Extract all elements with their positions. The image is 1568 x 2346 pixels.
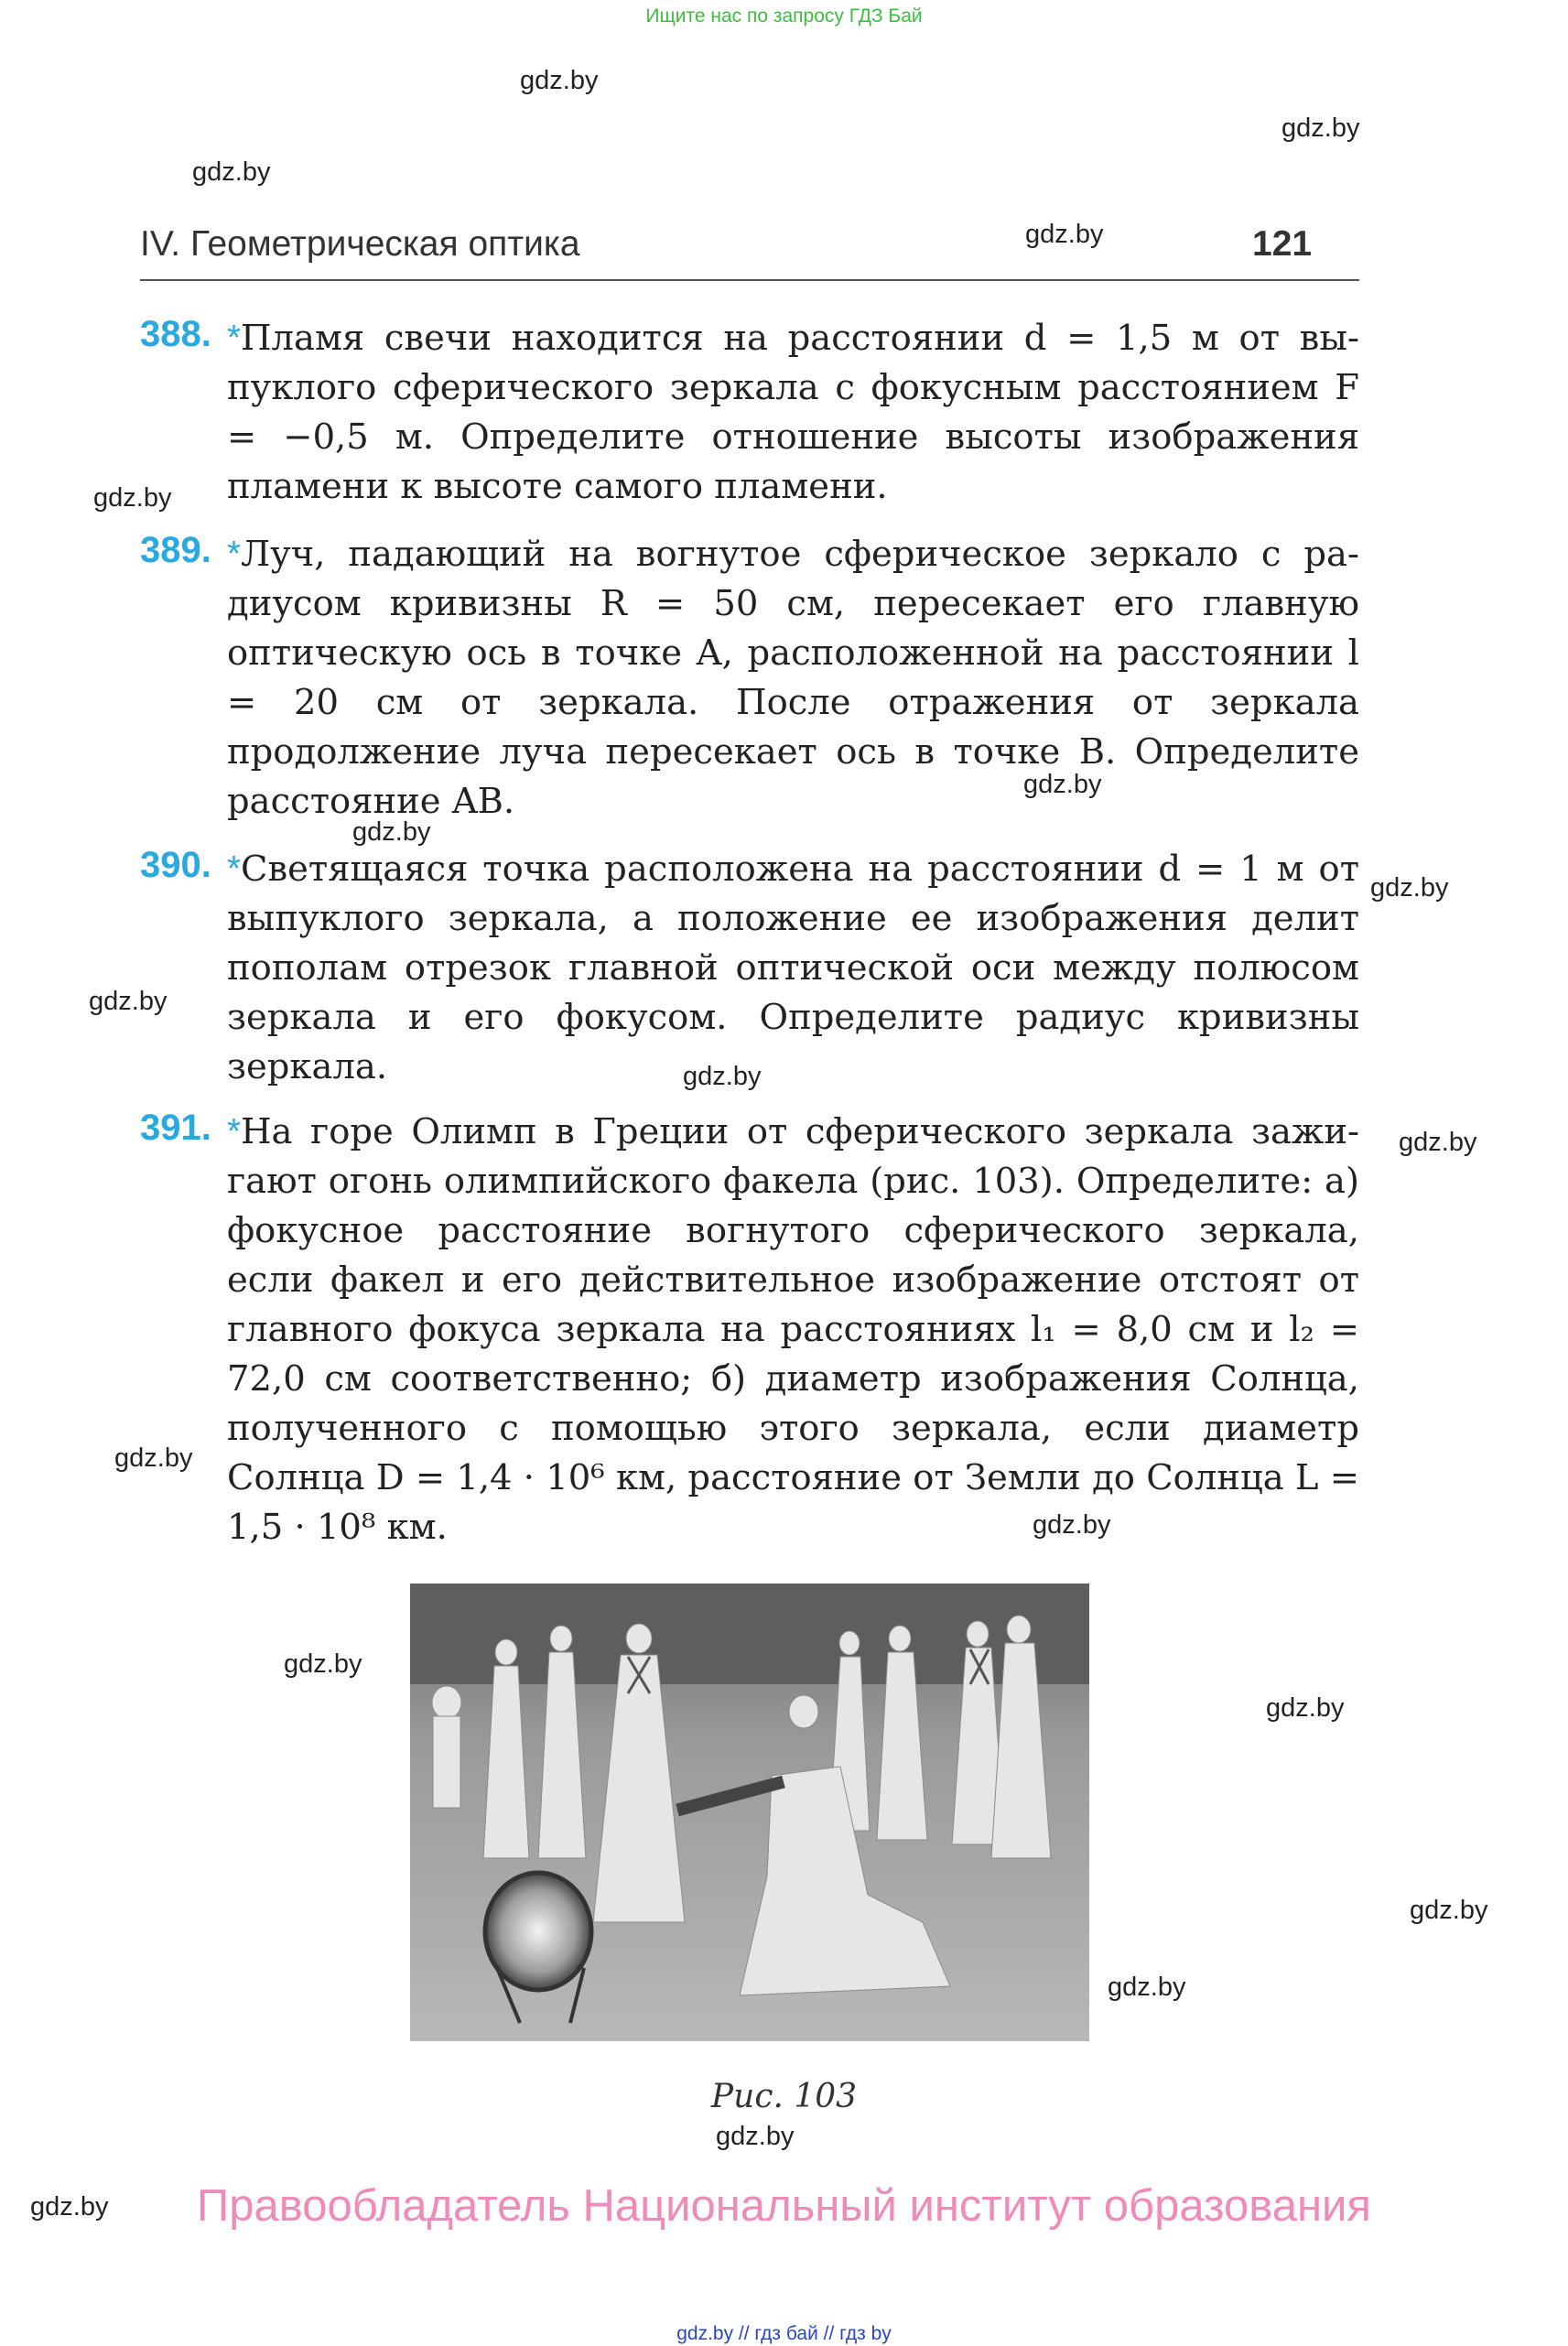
watermark: gdz.by <box>716 2122 795 2151</box>
problem-number: 391. <box>140 1108 211 1148</box>
watermark: gdz.by <box>1410 1896 1488 1925</box>
problem-text: Светящаяся точка расположена на расстоянии d = 1 м от выпуклого зеркала, а положение ее изображения делит пополам отрезок главной оптической оси между полюсом зеркала и его фокусом. Определите радиус кривизны зеркала. <box>227 849 1359 1087</box>
star-mark: * <box>227 1112 241 1151</box>
page-number: 121 <box>1252 224 1313 264</box>
problem-number: 388. <box>140 314 211 354</box>
watermark: gdz.by <box>352 817 431 847</box>
copyright-notice: Правообладатель Национальный институт образования <box>197 2181 1371 2231</box>
watermark: gdz.by <box>1281 114 1360 143</box>
problem-number: 390. <box>140 845 211 885</box>
problem-391 <box>140 1108 1359 1552</box>
watermark: gdz.by <box>284 1649 362 1679</box>
star-mark: * <box>227 319 241 358</box>
watermark: gdz.by <box>1266 1693 1345 1723</box>
watermark: gdz.by <box>89 987 168 1016</box>
watermark: gdz.by <box>1025 220 1104 249</box>
problem-text: Пламя свечи находится на расстоянии d = 1,5 м от выпуклого сферического зеркала с фокусным расстоянием F = −0,5 м. Определите отношение высоты изображения пламени к высоте самого пламени. <box>227 318 1359 507</box>
watermark: gdz.by <box>1370 873 1449 903</box>
header-rule <box>140 279 1359 281</box>
problem-390 <box>140 845 1359 1092</box>
top-banner[interactable]: Ищите нас по запросу ГДЗ Бай <box>645 5 923 27</box>
watermark: gdz.by <box>1108 1973 1186 2002</box>
watermark: gdz.by <box>1023 770 1102 799</box>
chapter-title: IV. Геометрическая оптика <box>140 224 580 264</box>
star-mark: * <box>227 535 241 574</box>
watermark: gdz.by <box>30 2192 109 2222</box>
watermark: gdz.by <box>520 66 599 95</box>
problem-number: 389. <box>140 530 211 570</box>
watermark: gdz.by <box>1033 1510 1111 1540</box>
watermark: gdz.by <box>114 1443 193 1473</box>
figure-photo <box>410 1584 1089 2041</box>
problem-389 <box>140 530 1359 827</box>
star-mark: * <box>227 849 241 889</box>
footer-links[interactable]: gdz.by // гдз бай // гдз by <box>676 2323 892 2344</box>
watermark: gdz.by <box>93 483 172 513</box>
problem-388 <box>140 314 1359 512</box>
watermark: gdz.by <box>192 157 271 187</box>
watermark: gdz.by <box>1399 1128 1477 1157</box>
problem-text: На горе Олимп в Греции от сферического зеркала зажигают огонь олимпийского факела (рис. 103). Определите: а) фокусное расстояние вогнутого сферического зеркала, если факел и его действительное изображение отстоят от главного фокуса зеркала на расстояниях l₁ = 8,0 см и l₂ = 72,0 см соответственно; б) диаметр изображения Солнца, полученного с помощью этого зеркала, если диаметр Солнца D = 1,4 · 10⁶ км, расстояние от Земли до Солнца L = 1,5 · 10⁸ км. <box>227 1111 1359 1548</box>
watermark: gdz.by <box>683 1062 762 1091</box>
figure-caption: Рис. 103 <box>710 2078 858 2115</box>
olympic-flame-ceremony-image <box>410 1584 1089 2041</box>
problem-text: Луч, падающий на вогнутое сферическое зеркало с радиусом кривизны R = 50 см, пересекает его главную оптическую ось в точке A, расположенной на расстоянии l = 20 см от зеркала. После отражения от зеркала продолжение луча пересекает ось в точке B. Определите расстояние AB. <box>227 534 1359 822</box>
